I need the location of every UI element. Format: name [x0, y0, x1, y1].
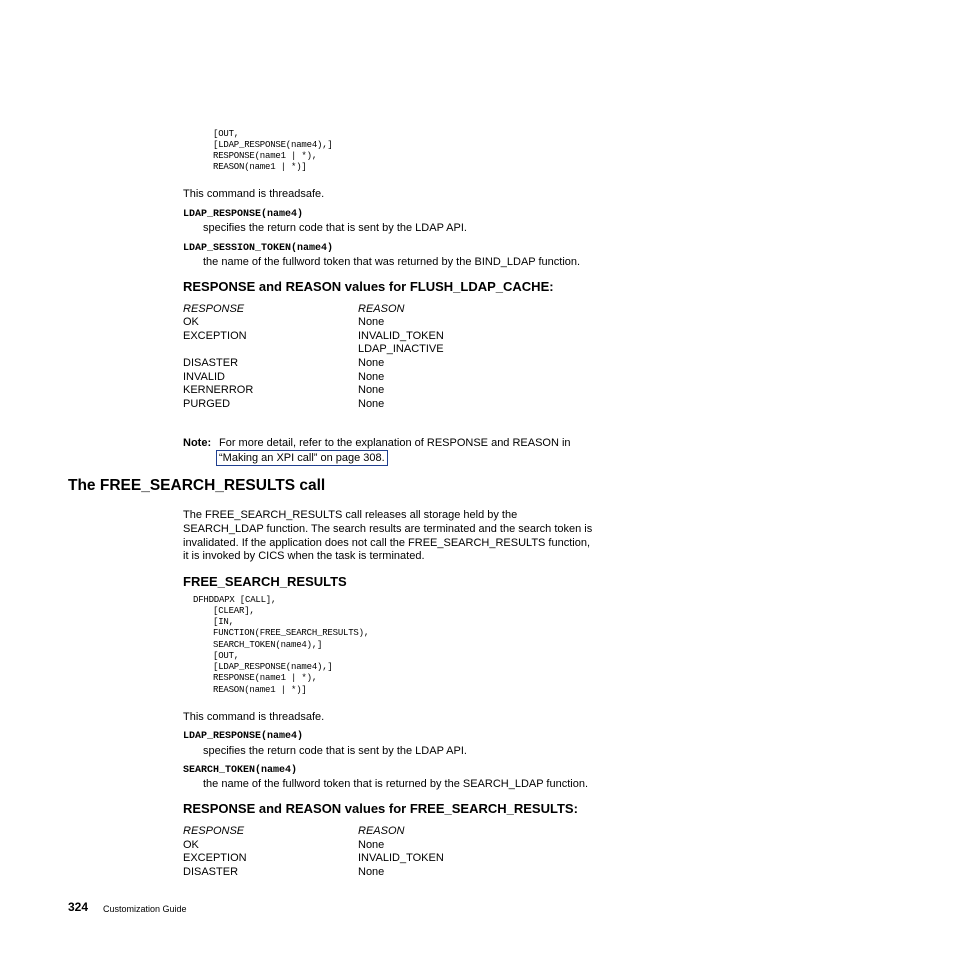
intro-line: SEARCH_LDAP function. The search results are terminated and the search token is [183, 523, 593, 535]
table-cell: None [358, 316, 385, 328]
table-cell: INVALID_TOKEN [358, 852, 444, 864]
syntax-line: RESPONSE(name1 | *), [213, 151, 318, 161]
threadsafe-text: This command is threadsafe. [183, 188, 325, 200]
table-heading: RESPONSE and REASON values for FREE_SEARCH_RESULTS: [183, 801, 578, 816]
intro-line: The FREE_SEARCH_RESULTS call releases all storage held by the [183, 509, 518, 521]
page-number: 324 [68, 900, 89, 914]
table-cell: None [358, 357, 385, 369]
syntax-line: DFHDDAPX [CALL], [193, 595, 277, 605]
table-cell: DISASTER [183, 866, 239, 878]
table-cell: None [358, 371, 385, 383]
syntax-line: FUNCTION(FREE_SEARCH_RESULTS), [213, 628, 370, 638]
footer-title: Customization Guide [103, 904, 187, 914]
syntax-line: [OUT, [213, 129, 240, 139]
table-cell: OK [183, 316, 199, 328]
table-cell: INVALID [183, 371, 225, 383]
param-desc: the name of the fullword token that is returned by the SEARCH_LDAP function. [203, 778, 589, 790]
table-cell: EXCEPTION [183, 852, 247, 864]
syntax-line: [OUT, [213, 651, 240, 661]
table-cell: KERNERROR [183, 384, 254, 396]
intro-line: it is invoked by CICS when the task is terminated. [183, 550, 425, 562]
param-desc: the name of the fullword token that was returned by the BIND_LDAP function. [203, 256, 581, 268]
param-desc: specifies the return code that is sent by the LDAP API. [203, 222, 467, 234]
syntax-line: [IN, [213, 617, 234, 627]
table-cell: None [358, 384, 385, 396]
syntax-line: SEARCH_TOKEN(name4),] [213, 640, 323, 650]
table-cell: PURGED [183, 398, 231, 410]
table-cell: None [358, 398, 385, 410]
table-heading: RESPONSE and REASON values for FLUSH_LDAP_CACHE: [183, 279, 554, 294]
syntax-line: [CLEAR], [213, 606, 255, 616]
note-label: Note: [183, 437, 212, 449]
intro-line: invalidated. If the application does not call the FREE_SEARCH_RESULTS function, [183, 537, 591, 549]
table-cell: LDAP_INACTIVE [358, 343, 444, 355]
table-cell: None [358, 839, 385, 851]
param-term: LDAP_RESPONSE(name4) [183, 209, 304, 220]
table-cell: INVALID_TOKEN [358, 330, 444, 342]
param-term: SEARCH_TOKEN(name4) [183, 765, 298, 776]
syntax-line: [LDAP_RESPONSE(name4),] [213, 140, 333, 150]
param-term: LDAP_SESSION_TOKEN(name4) [183, 243, 334, 254]
column-header-reason: REASON [358, 825, 405, 837]
table-cell: OK [183, 839, 199, 851]
note-text: For more detail, refer to the explanation of RESPONSE and REASON in [219, 437, 571, 449]
column-header-reason: REASON [358, 303, 405, 315]
syntax-heading: FREE_SEARCH_RESULTS [183, 574, 347, 589]
table-cell: DISASTER [183, 357, 239, 369]
column-header-response: RESPONSE [183, 825, 245, 837]
param-desc: specifies the return code that is sent by the LDAP API. [203, 745, 467, 757]
column-header-response: RESPONSE [183, 303, 245, 315]
table-cell: None [358, 866, 385, 878]
syntax-line: REASON(name1 | *)] [213, 685, 307, 695]
section-title: The FREE_SEARCH_RESULTS call [68, 477, 326, 494]
syntax-line: REASON(name1 | *)] [213, 162, 307, 172]
note-link[interactable]: “Making an XPI call” on page 308. [216, 450, 388, 466]
syntax-line: RESPONSE(name1 | *), [213, 673, 318, 683]
table-cell: EXCEPTION [183, 330, 247, 342]
syntax-line: [LDAP_RESPONSE(name4),] [213, 662, 333, 672]
threadsafe-text: This command is threadsafe. [183, 711, 325, 723]
param-term: LDAP_RESPONSE(name4) [183, 731, 304, 742]
